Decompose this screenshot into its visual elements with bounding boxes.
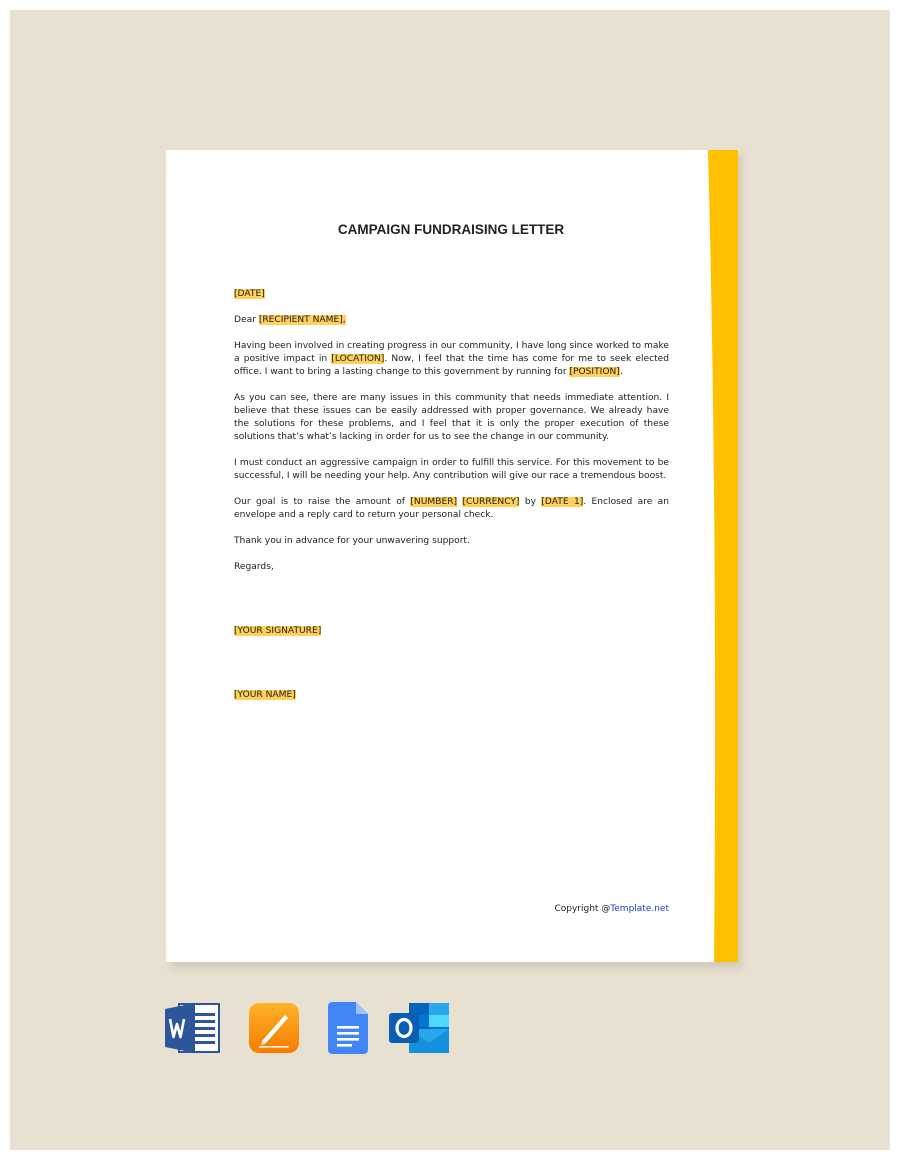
outlook-icon[interactable] (389, 1003, 449, 1053)
name-placeholder: [YOUR NAME] (234, 690, 296, 700)
google-docs-icon[interactable] (328, 1002, 368, 1054)
copyright (554, 904, 669, 914)
p4-text-a: Our goal is to raise the amount of (234, 497, 411, 507)
p1-text-a: Having been involved in creating progress in our community, I have long since worked to make a positive impact in (234, 341, 669, 364)
word-icon[interactable] (165, 1003, 221, 1053)
letter-body (234, 288, 669, 702)
paragraph-2: As you can see, there are many issues in this community that needs immediate attention. I believe that these issues can be easily addressed with proper governance. We already have the solutions for these problems, and I feel that it is only the proper execution of these solutions that’s what’s lacking in order for us to see the change in our community. (234, 393, 669, 442)
paragraph-1 (234, 340, 669, 379)
date-line (234, 288, 669, 301)
copyright-prefix: Copyright @ (554, 904, 611, 914)
salutation (234, 314, 669, 327)
currency-placeholder: [CURRENCY] (462, 497, 520, 507)
position-placeholder: [POSITION] (569, 367, 620, 377)
paragraph-4 (234, 496, 669, 522)
number-placeholder: [NUMBER] (410, 497, 458, 507)
paragraph-5: Thank you in advance for your unwavering support. (234, 536, 470, 546)
date1-placeholder: [DATE 1] (541, 497, 584, 507)
location-placeholder: [LOCATION] (331, 354, 385, 364)
p4-by: by (519, 497, 542, 507)
yellow-accent-stripe (706, 150, 738, 962)
template-net-link[interactable]: Template.net (610, 904, 669, 914)
signature-line (234, 625, 669, 638)
pages-icon[interactable] (248, 1002, 300, 1054)
p4-text-b: . Enclosed are an envelope and a reply card to return your personal check. (234, 497, 670, 520)
name-line (234, 689, 669, 702)
p1-text-b: . Now, I feel that the time has come for me to seek elected office. I want to bring a lasting change to this government by running for (234, 354, 670, 377)
recipient-placeholder: [RECIPIENT NAME], (258, 315, 346, 325)
p1-text-c: . (619, 367, 623, 377)
salutation-prefix: Dear (234, 315, 259, 325)
paragraph-3: I must conduct an aggressive campaign in order to fulfill this service. For this movement to be successful, I will be needing your help. Any contribution will give our race a tremendous boost. (234, 458, 669, 481)
date-placeholder: [DATE] (234, 289, 265, 299)
document-page (166, 150, 738, 962)
signature-placeholder: [YOUR SIGNATURE] (234, 626, 322, 636)
closing: Regards, (234, 562, 274, 572)
document-preview (166, 150, 738, 962)
document-title: CAMPAIGN FUNDRAISING LETTER (337, 222, 565, 237)
